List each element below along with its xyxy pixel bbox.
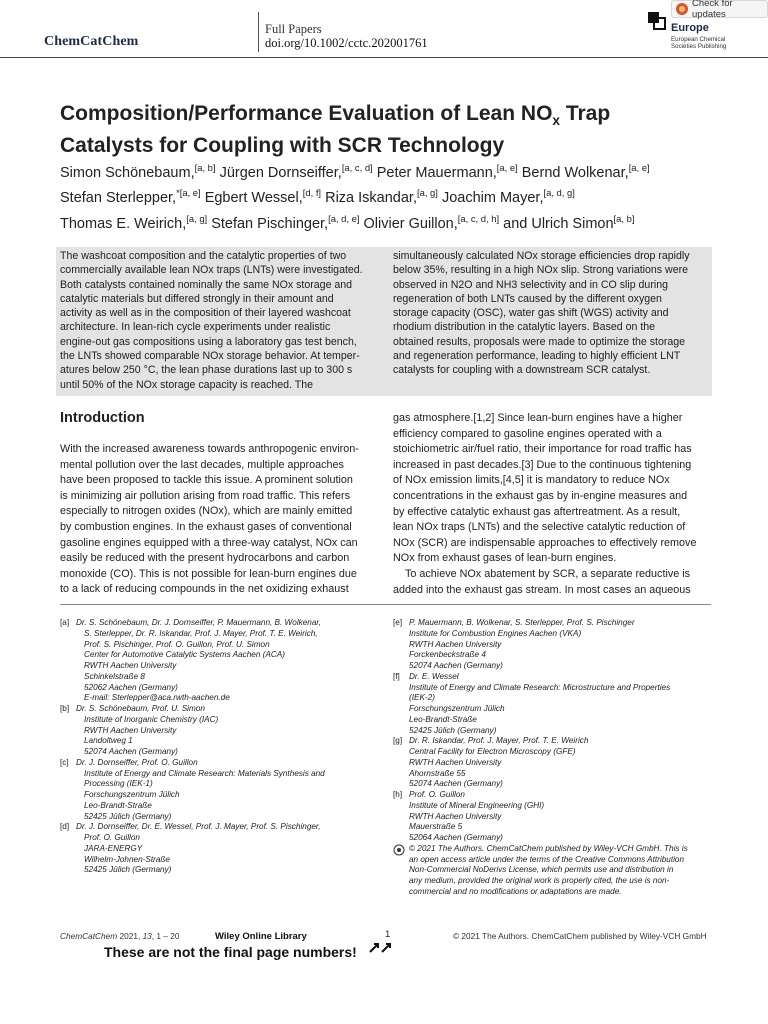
author: and Ulrich Simon [503, 215, 614, 232]
title-line1: Composition/Performance Evaluation of Lean NO [60, 102, 553, 125]
affiliation-line: Prof. O. Guillon [84, 833, 140, 842]
author: Peter Mauermann, [376, 164, 497, 181]
final-page-notice: These are not the final page numbers! [104, 944, 357, 960]
affiliation-line: Dr. S. Schönebaum, Prof. U. Simon [76, 704, 205, 713]
affiliation-line: Dr. J. Dornseiffer, Dr. E. Wessel, Prof. J. Mayer, Prof. S. Pischinger, [76, 822, 321, 832]
affiliation-line: Forschungszentrum Jülich [409, 704, 505, 713]
section-label: Full Papers [265, 22, 322, 36]
body-line: lean NOx traps (LNTs) and the selective catalytic reduction of [393, 521, 686, 534]
abstract-line: catalytic materials but differed strongly in their amount and [60, 292, 334, 305]
body-line: mental pollution over the last decades, multiple approaches [60, 458, 344, 471]
arrows-icon [368, 940, 392, 954]
abstract-line: activity as well as in the composition of their layered washcoat [60, 307, 351, 320]
affiliation-line: Processing (IEK-1) [84, 779, 153, 789]
abstract-line: engine-out gas compositions using a laboratory gas test bench, [60, 335, 357, 348]
affiliation-line: Landoltweg 1 [84, 736, 133, 746]
abstract-line: below 35%, resulting in a high NOx slip. Strong variations were [393, 264, 689, 277]
body-line: of NOx emission limits,[4,5] it is mandatory to reduce NOx [393, 474, 670, 487]
publisher-logo-icon [648, 12, 666, 30]
section-heading: Introduction [60, 410, 145, 426]
author-list [60, 158, 750, 234]
affiliation-line: Schinkelstraße 8 [84, 671, 145, 681]
title-line1-end: Trap [560, 102, 611, 125]
affiliation-line: Wilhelm-Johnen-Straße [84, 854, 170, 864]
affiliation-tag: [a] [60, 618, 70, 627]
title-line2: Catalysts for Coupling with SCR Technology [60, 134, 505, 158]
author-affiliation: [a, d, g] [543, 187, 575, 199]
body-line: have been proposed to tackle this issue. A prominent solution [60, 474, 353, 487]
affiliation-line: 52074 Aachen (Germany) [409, 779, 503, 789]
affiliation-g [393, 736, 711, 790]
affiliation-line: RWTH Aachen University [409, 757, 502, 767]
affiliation-line: Institute for Combustion Engines Aachen (VKA) [409, 628, 582, 638]
author-affiliation: [a, c, d] [341, 162, 373, 173]
footer-journal: ChemCatChem [60, 931, 118, 941]
journal-name: ChemCatChem [44, 34, 139, 49]
publisher-subtitle: Societies Publishing [671, 43, 727, 50]
author-affiliation: [d, f] [302, 187, 322, 199]
affiliation-line: RWTH Aachen University [409, 639, 502, 649]
affiliation-line: RWTH Aachen University [84, 725, 177, 735]
affiliation-h [393, 790, 711, 844]
abstract-line: architecture. In lean-rich cycle experiments under realistic [60, 321, 331, 334]
author: Simon Schönebaum, [60, 164, 195, 181]
affiliation-line: Dr. J. Dornseiffer, Prof. O. Guillon [76, 757, 198, 767]
affiliation-line: Leo-Brandt-Straße [409, 714, 477, 724]
license-line: Non-Commercial NoDerivs License, which permits use and distribution in [409, 865, 674, 875]
abstract-line: the LNTs showed comparable NOx storage behavior. At temper- [60, 350, 360, 363]
license-notice [393, 844, 711, 898]
affiliation-a [60, 618, 378, 704]
author-affiliation: [a, c, d, h] [457, 212, 500, 224]
affiliations-right [393, 618, 711, 898]
open-access-icon [393, 844, 409, 898]
body-line: added into the exhaust gas stream. In most cases an aqueous [393, 583, 691, 596]
affiliation-tag: [g] [393, 736, 403, 746]
affiliation-line: 52074 Aachen (Germany) [84, 747, 178, 756]
body-line: concentrations in the exhaust gas by in-engine measures and [393, 489, 688, 502]
affiliation-line: Prof. O. Guillon [409, 790, 465, 799]
abstract-line: storage capacity (OSC), water gas shift (WGS) activity and [393, 307, 669, 320]
affiliation-line: (IEK-2) [409, 693, 435, 703]
footer-volume: 13 [142, 931, 152, 941]
footer-copyright: © 2021 The Authors. ChemCatChem published by Wiley-VCH GmbH [453, 931, 707, 941]
affiliation-line: Mauerstraße 5 [409, 822, 463, 832]
body-right-column [393, 411, 711, 598]
affiliation-line: 52064 Aachen (Germany) [409, 833, 503, 842]
author-affiliation: *[a, e] [176, 187, 201, 199]
body-line: by effective catalytic exhaust gas aftertreatment. As a result, [393, 505, 681, 518]
author: Stefan Sterlepper, [60, 190, 177, 207]
article-title [60, 101, 740, 158]
affiliation-c [60, 758, 378, 823]
header-rule [0, 57, 768, 58]
footer-year: 2021, [117, 931, 143, 941]
body-line: To achieve NOx abatement by SCR, a separate reductive is [405, 567, 691, 580]
abstract-line: simultaneously calculated NOx storage efficiencies drop rapidly [393, 250, 690, 262]
affiliation-line: Center for Automotive Catalytic Systems Aachen (ACA) [84, 650, 285, 660]
author: Joachim Mayer, [441, 190, 544, 207]
abstract-line: and regeneration performance, leading to highly efficient LNT [393, 350, 681, 363]
license-line: © 2021 The Authors. ChemCatChem published by Wiley-VCH GmbH. This is [409, 843, 688, 853]
abstract-right-column [393, 249, 711, 378]
affiliation-line: Institute of Energy and Climate Research: Materials Synthesis and [84, 768, 325, 778]
affiliation-line: Prof. S. Pischinger, Prof. O. Guillon, Prof. U. Simon [84, 639, 270, 649]
affiliation-line: Dr. R. Iskandar, Prof. J. Mayer, Prof. T. E. Weirich [409, 736, 589, 746]
affiliation-line: 52425 Jülich (Germany) [84, 811, 172, 821]
check-for-updates-button[interactable] [671, 0, 768, 18]
affiliation-line: 52062 Aachen (Germany) [84, 682, 178, 692]
abstract-left-column [60, 249, 378, 392]
title-subscript: x [552, 113, 560, 129]
abstract-line: commercially available lean NOx traps (LNTs) were investigated. [60, 264, 363, 277]
header-divider [258, 12, 259, 52]
body-line: efficiency compared to gasoline engines operated with a [393, 427, 662, 440]
body-line: is minimizing air pollution arising from road traffic. This refers [60, 489, 351, 502]
abstract-line: The washcoat composition and the catalytic properties of two [60, 250, 347, 262]
affiliation-tag: [b] [60, 704, 70, 713]
author-affiliation: [a, e] [496, 162, 518, 173]
body-left-column [60, 442, 378, 598]
author: Egbert Wessel, [204, 190, 303, 207]
affiliation-e [393, 618, 711, 672]
affiliation-line: Institute of Energy and Climate Research: Microstructure and Properties [409, 682, 671, 692]
body-line: increased in past decades.[3] Due to the continuous tightening [393, 458, 692, 471]
crossmark-icon [676, 3, 688, 15]
email-link[interactable]: E-mail: Sterlepper@aca.rwth-aachen.de [84, 693, 230, 703]
body-line: gas atmosphere.[1,2] Since lean-burn engines have a higher [393, 412, 683, 424]
affiliation-line: Central Facility for Electron Microscopy (GFE) [409, 747, 576, 756]
author: Riza Iskandar, [325, 190, 417, 207]
affiliation-tag: [e] [393, 618, 403, 627]
abstract-line: rhodium distribution in the catalytic layers. Based on the [393, 321, 656, 334]
affiliation-line: JARA-ENERGY [84, 843, 143, 853]
affiliation-line: RWTH Aachen University [409, 811, 502, 821]
affiliation-line: 52425 Jülich (Germany) [84, 865, 172, 875]
author-affiliation: [a, d, e] [328, 212, 360, 224]
body-line: by combustion engines. In the exhaust gases of conventional [60, 520, 352, 533]
doi-link[interactable]: doi.org/10.1002/cctc.202001761 [265, 36, 428, 50]
body-line: NOx (SCR) are indispensable approaches to effectively remove [393, 536, 697, 549]
footnote-rule [60, 604, 711, 605]
affiliation-line: Institute of Inorganic Chemistry (IAC) [84, 714, 219, 724]
abstract-line: observed in N2O and NH3 selectivity and in CO slip during [393, 278, 668, 291]
abstract-line: catalysts for coupling with a downstream SCR catalyst. [393, 364, 651, 377]
abstract-line: until 50% of the NOx storage capacity is reached. The [60, 378, 314, 391]
affiliation-tag: [h] [393, 790, 403, 799]
affiliation-line: P. Mauermann, B. Wolkenar, S. Sterlepper, Prof. S. Pischinger [409, 618, 635, 627]
author: Thomas E. Weirich, [60, 215, 187, 232]
license-line: an open access article under the terms of the Creative Commons Attribution [409, 854, 685, 864]
affiliation-line: Forschungszentrum Jülich [84, 790, 180, 799]
body-line: easily be reduced with the present hydrocarbons and carbon [60, 552, 350, 565]
affiliations-left [60, 618, 378, 876]
author: Olivier Guillon, [363, 215, 458, 232]
footer-pages: , 1 – 20 [151, 931, 180, 941]
body-line: With the increased awareness towards anthropogenic environ- [60, 443, 359, 455]
license-line: any medium, provided the original work is properly cited, the use is non- [409, 876, 670, 885]
body-line: gasoline engines equipped with a three-way catalyst, NOx can [60, 536, 358, 549]
publisher-name: Europe [671, 22, 709, 34]
page-number: 1 [385, 929, 391, 940]
affiliation-line: 52074 Aachen (Germany) [409, 661, 503, 670]
author: Jürgen Dornseiffer, [219, 164, 342, 181]
body-line: to a lack of reducing compounds in the net oxidizing exhaust [60, 583, 349, 596]
affiliation-b [60, 704, 378, 758]
body-line: NOx from exhaust gases of lean-burn engines. [393, 552, 617, 565]
check-for-updates-label: Check for updates [692, 0, 733, 20]
author-affiliation: [a, b] [613, 212, 635, 224]
body-line: stoichiometric air/fuel ratio, their importance for road traffic has [393, 443, 692, 456]
affiliation-line: Leo-Brandt-Straße [84, 800, 152, 810]
affiliation-line: Forckenbeckstraße 4 [409, 650, 486, 660]
affiliation-line: Dr. E. Wessel [409, 671, 459, 681]
affiliation-tag: [c] [60, 757, 69, 767]
affiliation-line: RWTH Aachen University [84, 661, 177, 670]
author-affiliation: [a, e] [628, 162, 650, 173]
license-line: commercial and no modifications or adaptations are made. [409, 886, 622, 896]
affiliation-f [393, 672, 711, 737]
author: Bernd Wolkenar, [521, 164, 629, 181]
author-affiliation: [a, b] [194, 162, 216, 173]
affiliation-line: Dr. S. Schönebaum, Dr. J. Dornseiffer, P. Mauermann, B. Wolkenar, [76, 618, 321, 627]
author-affiliation: [a, g] [416, 187, 438, 199]
abstract-line: regeneration of both LNTs caused by the different oxygen [393, 292, 662, 305]
affiliation-tag: [f] [393, 671, 400, 681]
abstract-line: Both catalysts contained nominally the same NOx storage and [60, 278, 353, 291]
abstract-line: obtained results, proposals were made to optimize the storage [393, 335, 686, 348]
affiliation-line: 52425 Jülich (Germany) [409, 725, 497, 735]
affiliation-tag: [d] [60, 822, 70, 832]
affiliation-d [60, 822, 378, 876]
author-affiliation: [a, g] [186, 212, 208, 224]
affiliation-line: S. Sterlepper, Dr. R. Iskandar, Prof. J. Mayer, Prof. T. E. Weirich, [84, 628, 318, 638]
body-line: monoxide (CO). This is not possible for lean-burn engines due [60, 567, 357, 580]
affiliation-line: Ahornstraße 55 [409, 768, 466, 778]
footer-citation [60, 931, 179, 941]
abstract-line: atures below 250 °C, the lean phase durations last up to 300 s [60, 364, 353, 377]
author: Stefan Pischinger, [211, 215, 329, 232]
body-line: especially to nitrogen oxides (NOx), which are mainly emitted [60, 505, 353, 518]
affiliation-line: Institute of Mineral Engineering (GHI) [409, 800, 545, 810]
wiley-online-library-link[interactable]: Wiley Online Library [215, 931, 307, 942]
publisher-subtitle: European Chemical [671, 36, 726, 43]
